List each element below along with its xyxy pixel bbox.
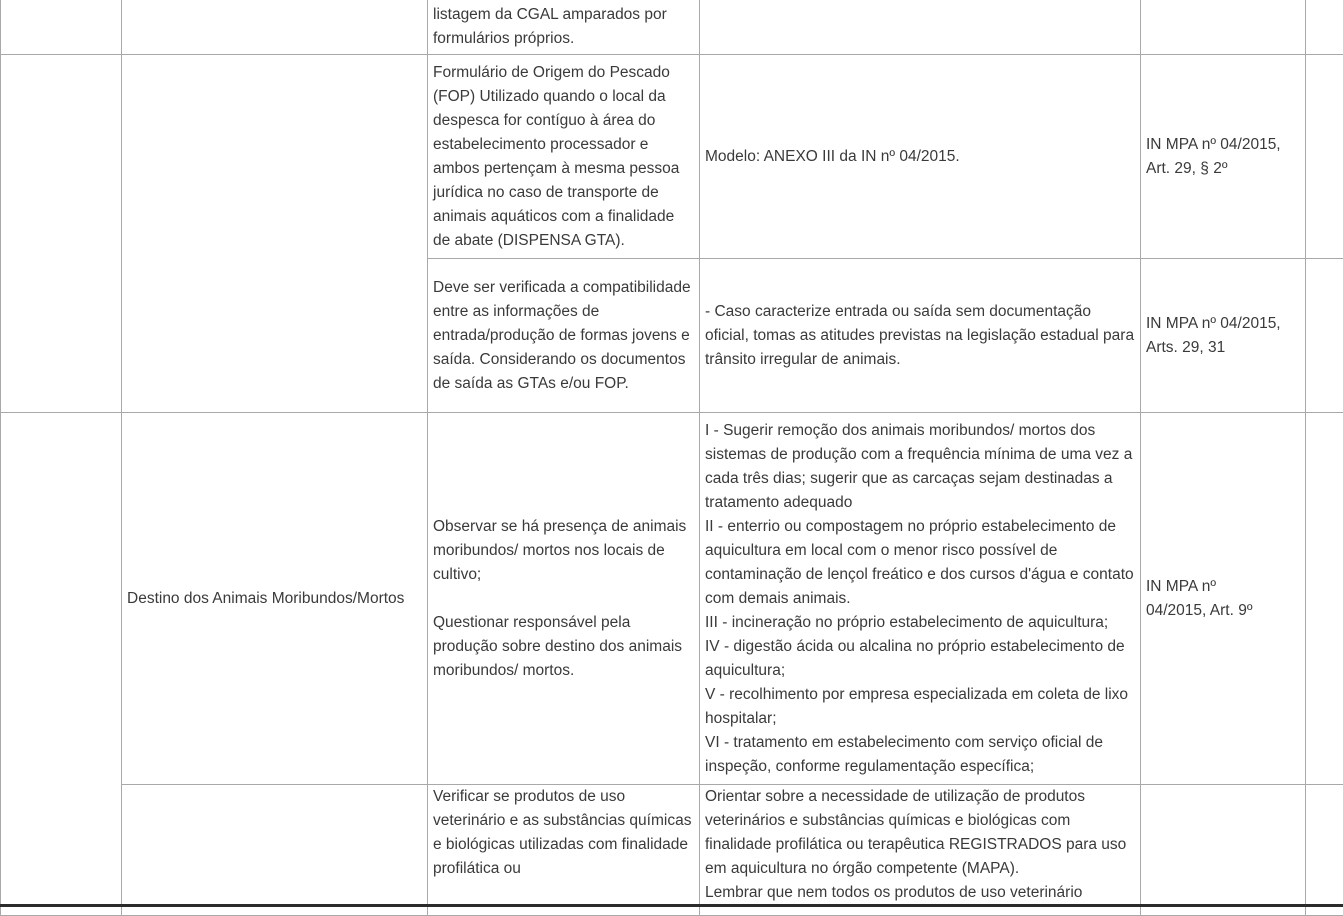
item-cell <box>1 785 122 916</box>
guidance-cell <box>700 259 1141 413</box>
verification-text: Formulário de Origem do Pescado (FOP) Utilizado quando o local da despesca for contíguo à área do estabelecimento processador e ambos pertençam à mesma pessoa jurídica no caso de transporte de animais aquáticos com a finalidade de abate (DISPENSA GTA). <box>433 61 694 253</box>
guidance-text: - Caso caracterize entrada ou saída sem documentação oficial, tomas as atitudes previstas na legislação estadual para trânsito irregular de animais. <box>705 300 1135 372</box>
reference-cell <box>1141 785 1306 916</box>
guidance-line: IV - digestão ácida ou alcalina no próprio estabelecimento de aquicultura; <box>705 635 1135 683</box>
guidance-line: V - recolhimento por empresa especializada em coleta de lixo hospitalar; <box>705 683 1135 731</box>
guidance-line: Orientar sobre a necessidade de utilização de produtos veterinários e substâncias químicas e biológicas com finalidade profilática ou terapêutica REGISTRADOS para uso em aquicultura no órgão competente (MAPA). <box>705 785 1135 881</box>
reference-cell <box>1141 259 1306 413</box>
reference-cell <box>1141 55 1306 259</box>
table-row <box>1 0 1343 55</box>
reference-text: IN MPA nº 04/2015, Art. 9º <box>1146 575 1266 623</box>
verification-cell <box>428 55 700 259</box>
guidance-line: II - enterrio ou compostagem no próprio estabelecimento de aquicultura em local com o menor risco possível de contaminação de lençol freático e dos cursos d'água e contato com demais animais. <box>705 515 1135 611</box>
guidance-cell <box>700 0 1141 55</box>
criterion-cell <box>122 413 428 785</box>
verification-text: Verificar se produtos de uso veterinário e as substâncias químicas e biológicas utilizadas com finalidade profilática ou <box>433 785 694 881</box>
item-cell <box>1 0 122 55</box>
reference-cell <box>1141 0 1306 55</box>
table-row <box>1 55 1343 259</box>
criterion-cell <box>122 55 428 259</box>
criterion-cell <box>122 259 428 413</box>
guidance-text: Modelo: ANEXO III da IN nº 04/2015. <box>705 145 1135 169</box>
extra-cell <box>1306 259 1343 413</box>
verification-text: Deve ser verificada a compatibilidade entre as informações de entrada/produção de formas jovens e saída. Considerando os documentos de saída as GTAs e/ou FOP. <box>433 276 694 396</box>
verification-paragraph: Questionar responsável pela produção sobre destino dos animais moribundos/ mortos. <box>433 611 694 683</box>
extra-cell <box>1306 0 1343 55</box>
reference-cell <box>1141 413 1306 785</box>
extra-cell <box>1306 413 1343 785</box>
table-row <box>1 785 1343 916</box>
verification-cell <box>428 0 700 55</box>
table-row <box>1 259 1343 413</box>
guidance-line: VI - tratamento em estabelecimento com serviço oficial de inspeção, conforme regulamentação específica; <box>705 731 1135 779</box>
criterion-text: Destino dos Animais Moribundos/Mortos <box>127 587 422 611</box>
verification-cell <box>428 259 700 413</box>
extra-cell <box>1306 785 1343 916</box>
verification-paragraph: Observar se há presença de animais moribundos/ mortos nos locais de cultivo; <box>433 515 694 587</box>
item-cell <box>1 259 122 413</box>
guidance-cell <box>700 55 1141 259</box>
criterion-cell <box>122 0 428 55</box>
extra-cell <box>1306 55 1343 259</box>
verification-cell <box>428 785 700 916</box>
reference-text: IN MPA nº 04/2015, Art. 29, § 2º <box>1146 133 1300 181</box>
verification-cell <box>428 413 700 785</box>
guidance-cell <box>700 413 1141 785</box>
verification-text: listagem da CGAL amparados por formulários próprios. <box>433 3 694 51</box>
item-cell <box>1 55 122 259</box>
item-cell <box>1 413 122 785</box>
guidance-cell <box>700 785 1141 916</box>
criterion-cell <box>122 785 428 916</box>
guidance-line: III - incineração no próprio estabelecimento de aquicultura; <box>705 611 1135 635</box>
reference-text: IN MPA nº 04/2015, Arts. 29, 31 <box>1146 312 1300 360</box>
table-row <box>1 413 1343 785</box>
guidance-line: I - Sugerir remoção dos animais moribundos/ mortos dos sistemas de produção com a frequência mínima de uma vez a cada três dias; sugerir que as carcaças sejam destinadas a tratamento adequado <box>705 419 1135 515</box>
guidance-line: Lembrar que nem todos os produtos de uso veterinário <box>705 881 1135 905</box>
